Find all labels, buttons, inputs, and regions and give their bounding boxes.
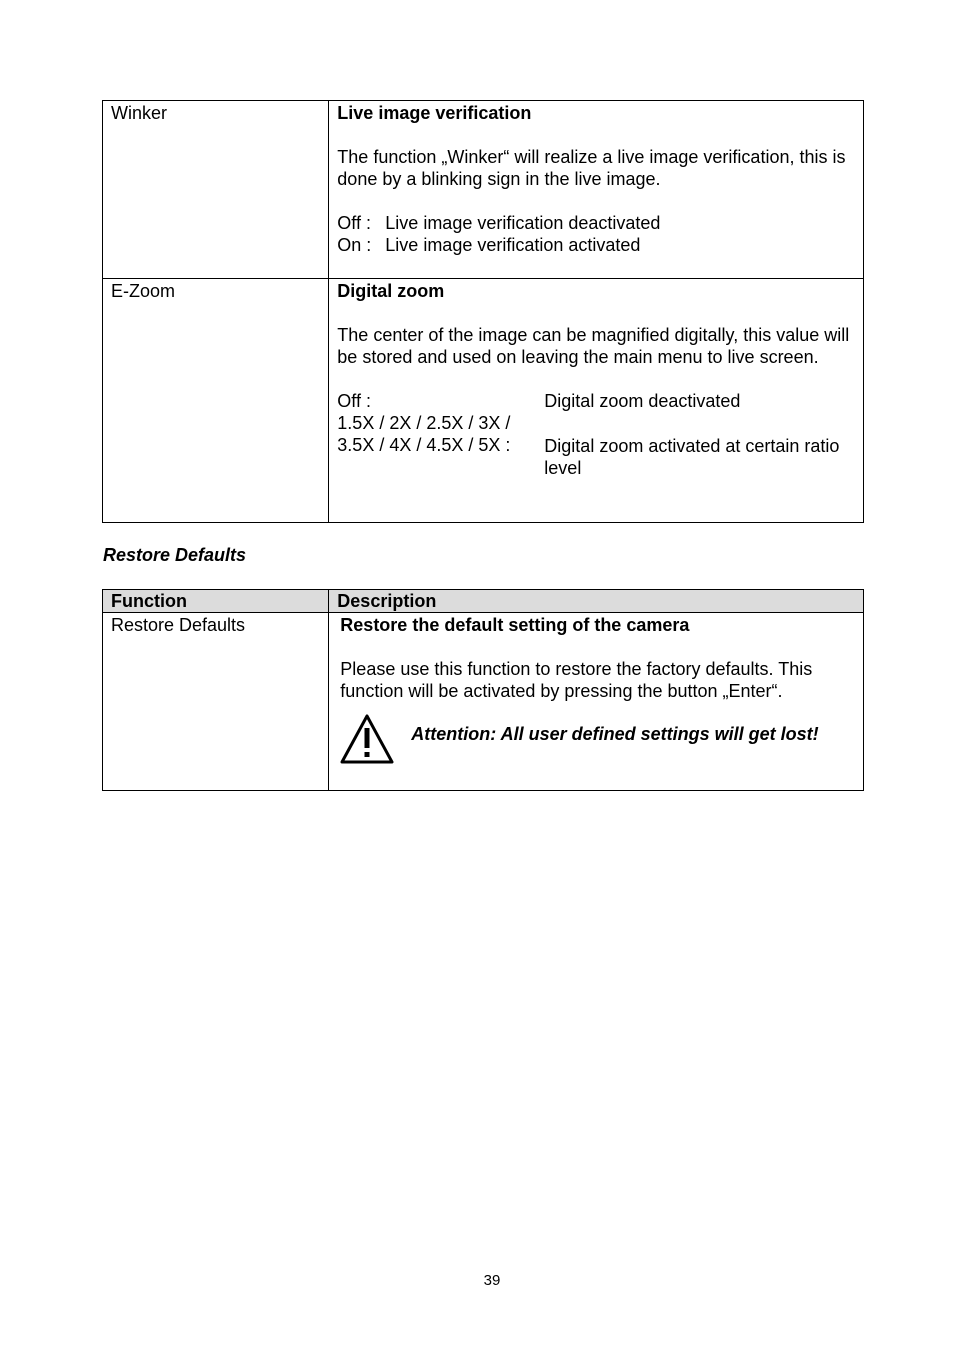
function-name: E-Zoom — [111, 281, 176, 301]
description-text: Please use this function to restore the factory defaults. This function will be activated by pressing the button „Enter“. — [340, 659, 813, 701]
restore-defaults-table — [102, 589, 864, 791]
option-key: 3.5X / 4X / 4.5X / 5X : — [337, 435, 511, 455]
description-text: The function „Winker“ will realize a live image verification, this is done by a blinking sign in the live image. — [337, 147, 846, 189]
option-row — [337, 212, 855, 234]
option-key: Off : — [337, 391, 371, 411]
option-key: Off : — [337, 213, 371, 233]
header-description: Description — [329, 590, 864, 613]
option-value: Digital zoom deactivated — [544, 391, 741, 411]
table-row — [103, 101, 864, 279]
option-key: On : — [337, 235, 372, 255]
description-text: The center of the image can be magnified digitally, this value will be stored and used on leaving the main menu to live screen. — [337, 325, 850, 367]
option-grid — [337, 390, 855, 479]
option-value: Live image verification activated — [385, 235, 641, 255]
option-value: Digital zoom activated at certain ratio level — [544, 436, 840, 478]
description-title: Restore the default setting of the camera — [340, 615, 690, 635]
header-function: Function — [103, 590, 329, 613]
table-row — [103, 279, 864, 523]
description-title: Live image verification — [337, 103, 532, 123]
attention-note — [340, 714, 855, 764]
description-title: Digital zoom — [337, 281, 445, 301]
function-cell — [103, 613, 329, 791]
option-value: Live image verification deactivated — [385, 213, 661, 233]
winker-ezoom-table — [102, 100, 864, 523]
attention-text: Attention: All user defined settings will get lost! — [411, 724, 819, 744]
option-key: 1.5X / 2X / 2.5X / 3X / — [337, 413, 511, 433]
description-cell — [329, 279, 864, 523]
option-row — [337, 234, 855, 256]
section-heading: Restore Defaults — [103, 545, 247, 565]
table-row — [103, 613, 864, 791]
warning-triangle-icon — [340, 714, 394, 764]
function-cell — [103, 279, 329, 523]
function-name: Restore Defaults — [111, 615, 246, 635]
function-cell — [103, 101, 329, 279]
description-cell — [329, 101, 864, 279]
function-name: Winker — [111, 103, 168, 123]
page-number: 39 — [483, 1272, 501, 1289]
description-cell — [329, 613, 864, 791]
table-header-row — [103, 590, 864, 613]
